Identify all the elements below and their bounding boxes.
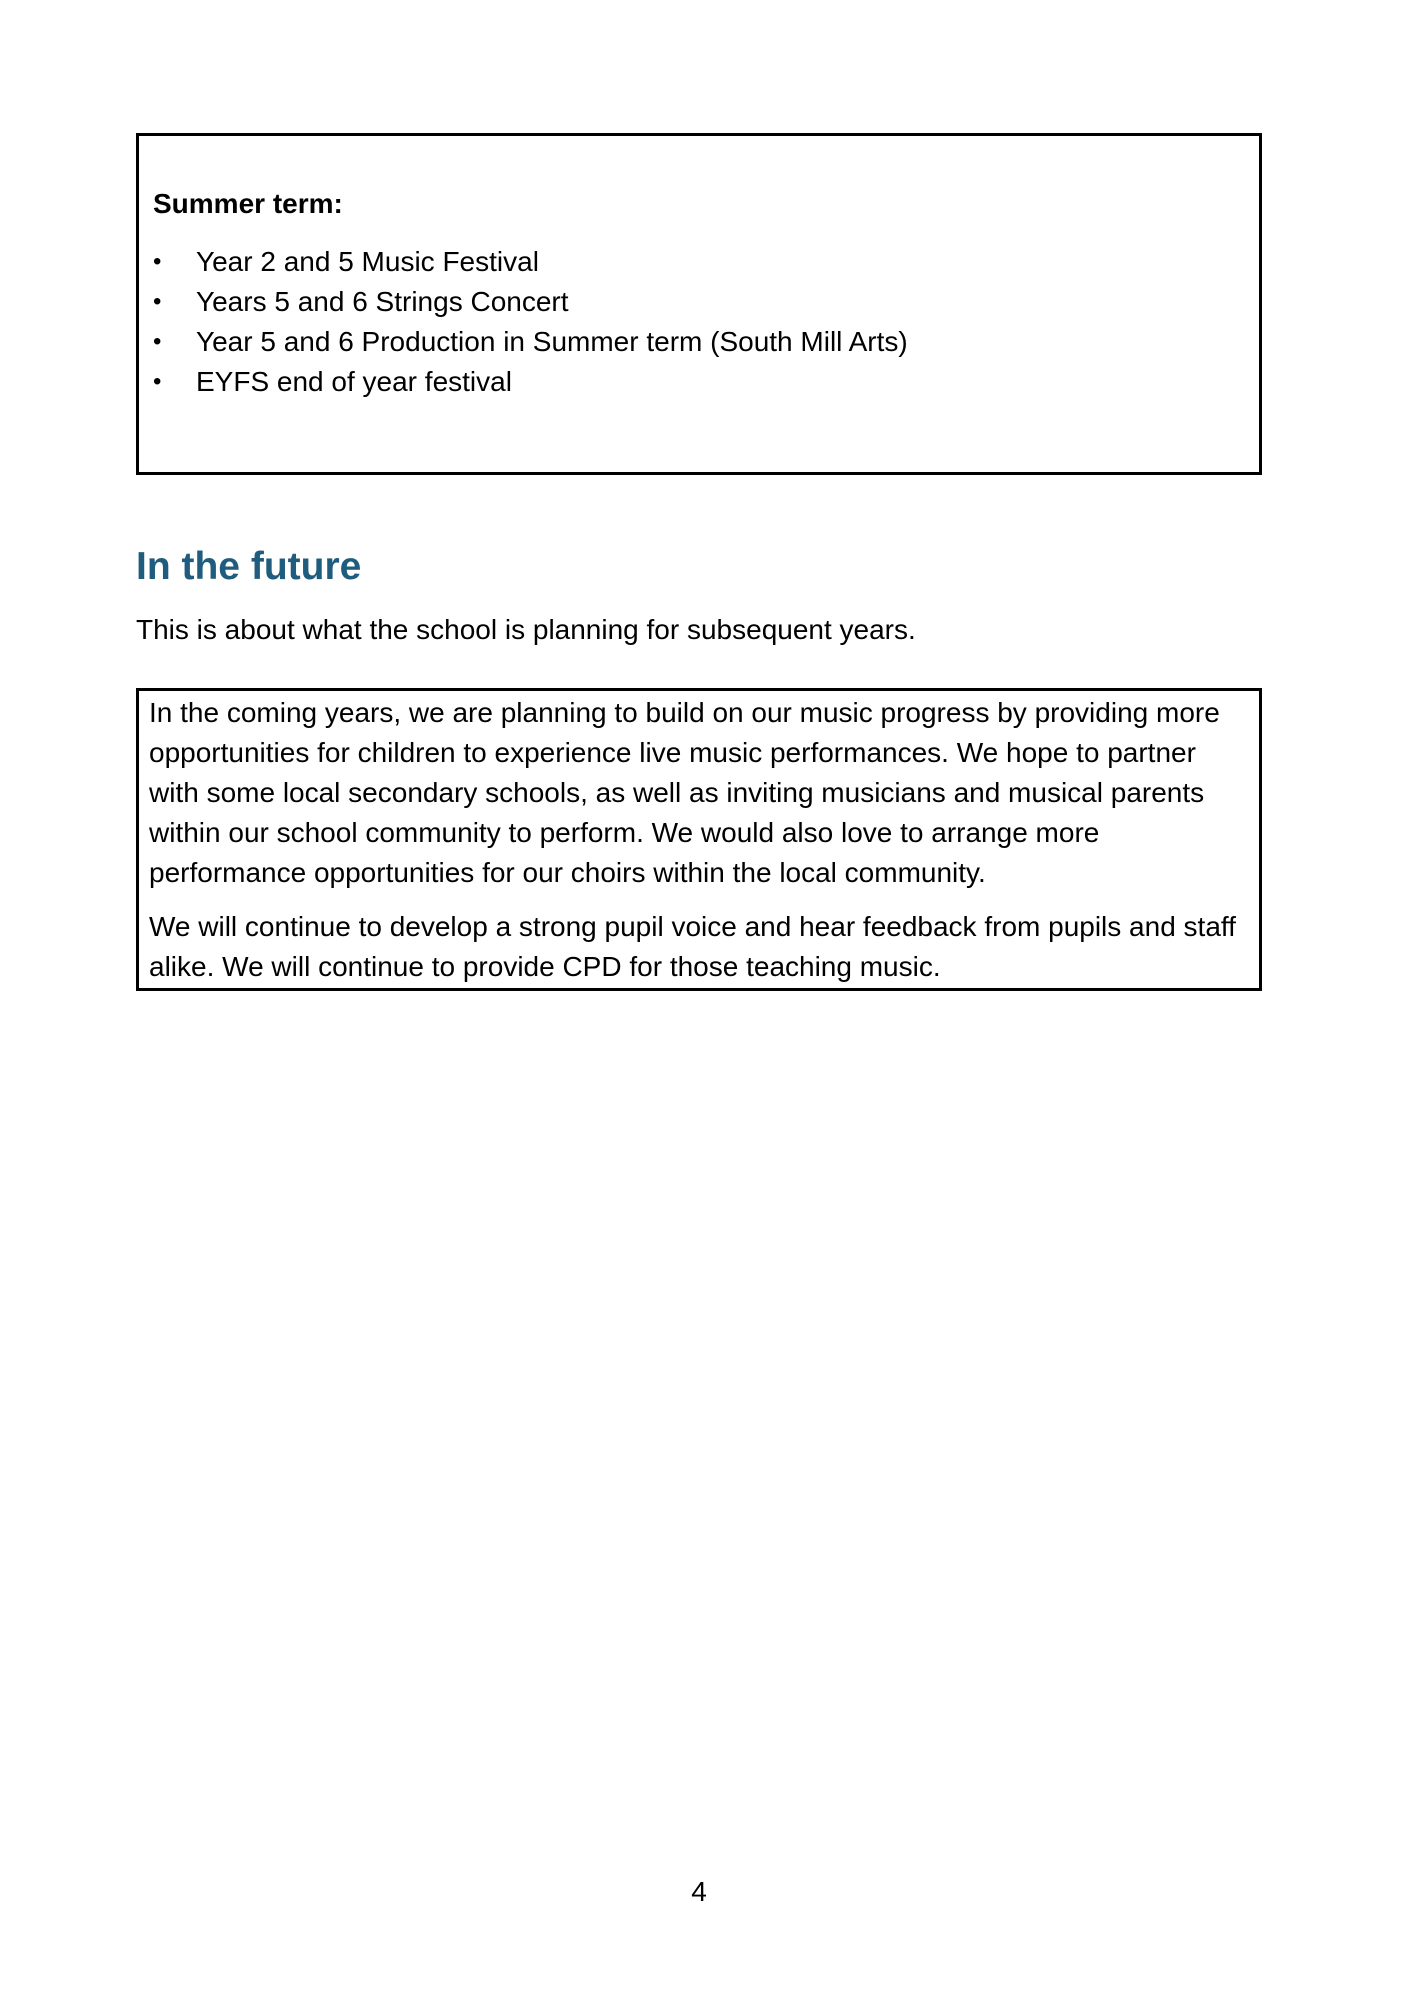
- future-plans-box: [136, 688, 1262, 991]
- section-heading-in-the-future: In the future: [136, 545, 362, 588]
- content-column: [136, 0, 1262, 991]
- list-item: [153, 362, 1239, 402]
- list-item-label: EYFS end of year festival: [196, 366, 512, 397]
- future-plans-paragraph: We will continue to develop a strong pupil voice and hear feedback from pupils and staff alike. We will continue to provide CPD for those teaching music.: [149, 911, 1236, 982]
- page-number: 4: [691, 1876, 707, 1907]
- list-item: [153, 242, 1239, 282]
- list-item: [153, 282, 1239, 322]
- list-item-label: Year 2 and 5 Music Festival: [196, 246, 539, 277]
- summer-term-box: [136, 133, 1262, 475]
- bullet-icon: •: [153, 248, 162, 275]
- bullet-icon: •: [153, 288, 162, 315]
- bullet-icon: •: [153, 368, 162, 395]
- list-item-label: Year 5 and 6 Production in Summer term (South Mill Arts): [196, 326, 908, 357]
- summer-term-list: [153, 242, 1239, 402]
- summer-term-title: Summer term:: [153, 188, 343, 219]
- list-item: [153, 322, 1239, 362]
- list-item-label: Years 5 and 6 Strings Concert: [196, 286, 569, 317]
- future-plans-paragraph: In the coming years, we are planning to build on our music progress by providing more opportunities for children to experience live music performances. We hope to partner with some local secondary schools, as well as inviting musicians and musical parents within our school community to perform. We would also love to arrange more performance opportunities for our choirs within the local community.: [149, 697, 1220, 888]
- bullet-icon: •: [153, 328, 162, 355]
- section-intro: This is about what the school is planning for subsequent years.: [136, 614, 916, 645]
